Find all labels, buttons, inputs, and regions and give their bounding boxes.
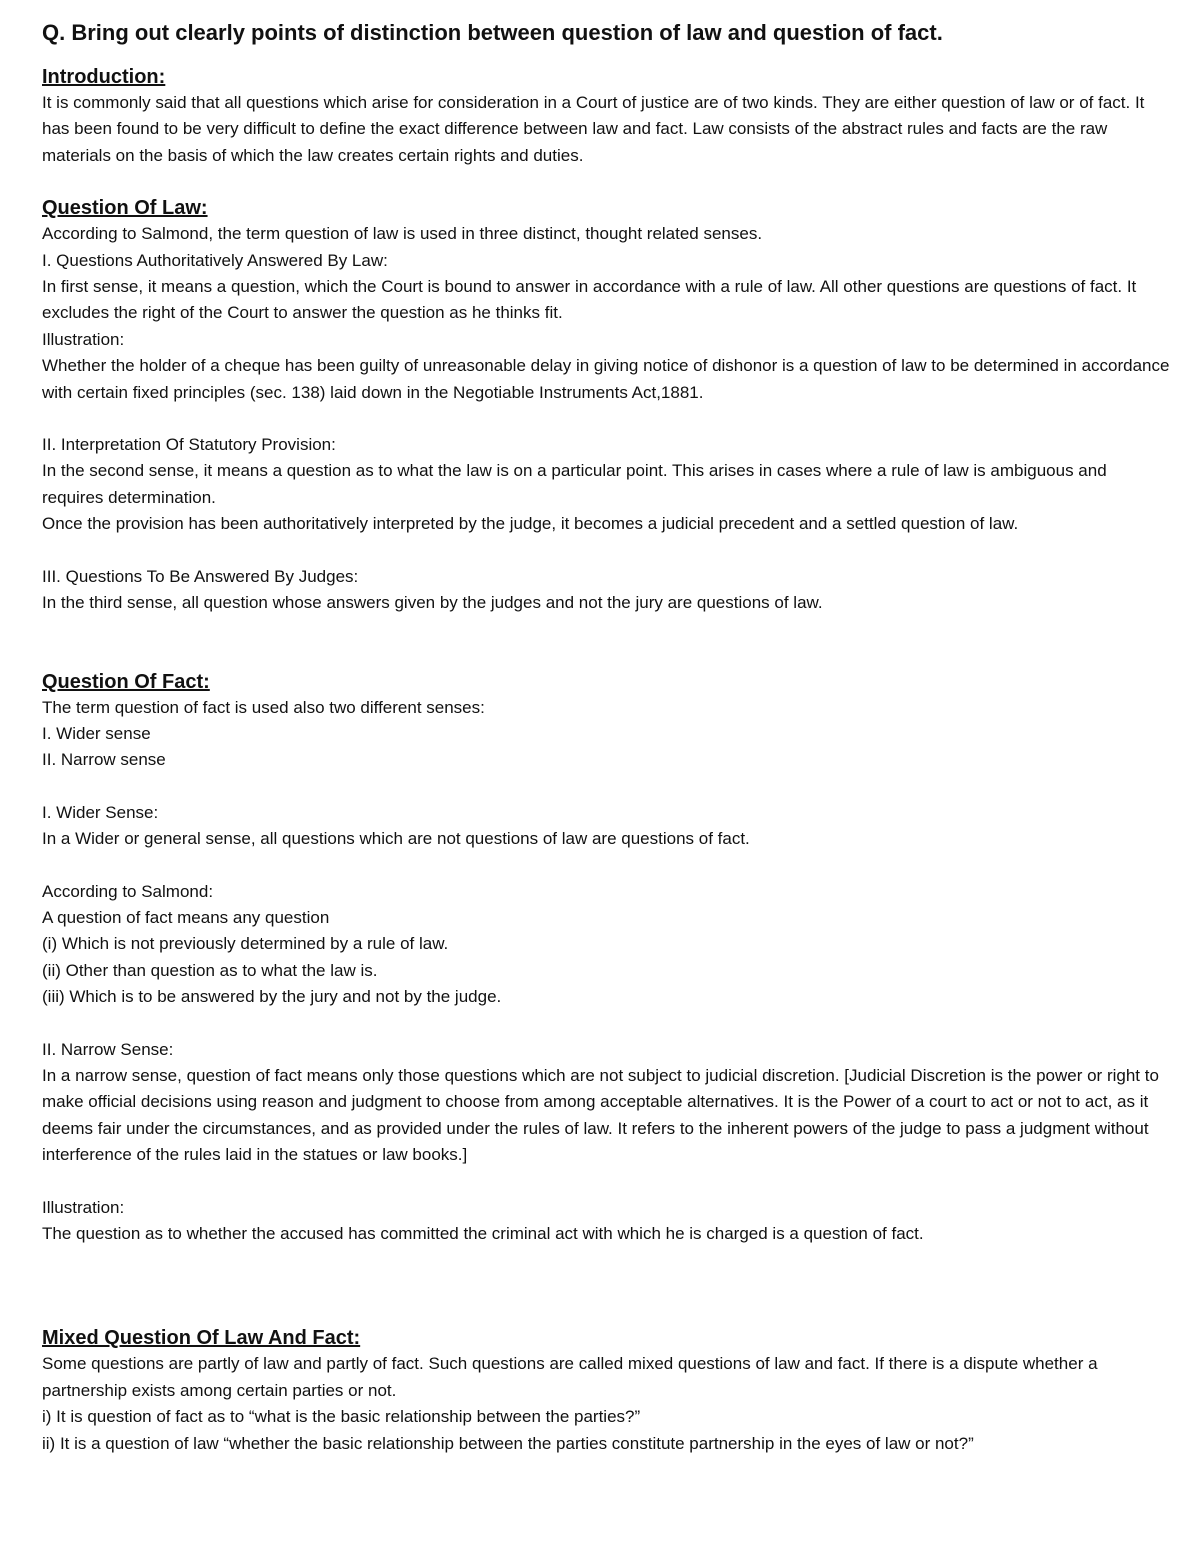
mixed-point-ii: ii) It is a question of law “whether the basic relationship between the parties constitute partnership in the eyes of law or not?” [42,1433,974,1453]
fact-illustration-label: Illustration: [42,1197,125,1217]
introduction-heading: Introduction: [42,66,166,88]
introduction-text: It is commonly said that all questions which arise for consideration in a Court of justice are of two kinds. They are either question of law or of fact. It has been found to be very difficult to define the exact difference between law and fact. Law consists of the abstract rules and facts are the raw materials on the basis of which the law creates certain rights and duties. [42,93,1145,165]
fact-wider-title: I. Wider Sense: [42,802,159,822]
fact-illustration-text: The question as to whether the accused has committed the criminal act with which he is charged is a question of fact. [42,1224,924,1243]
fact-list-item-1: I. Wider sense [42,723,151,743]
mixed-text: Some questions are partly of law and partly of fact. Such questions are called mixed questions of law and fact. If there is a dispute whether a partnership exists among certain parties or not. [42,1354,1098,1400]
fact-salmond-i: (i) Which is not previously determined by a rule of law. [42,934,449,954]
mixed-question-heading: Mixed Question Of Law And Fact: [42,1327,361,1350]
law-sense1-title: I. Questions Authoritatively Answered By Law: [42,250,388,270]
question-of-fact-heading: Question Of Fact: [42,670,210,693]
fact-intro: The term question of fact is used also two different senses: [42,697,485,717]
document-page [42,18,1170,1457]
fact-wider-text: In a Wider or general sense, all questions which are not questions of law are questions of fact. [42,829,750,849]
law-sense2-text2: Once the provision has been authoritatively interpreted by the judge, it becomes a judicial precedent and a settled question of law. [42,514,1019,534]
mixed-point-i: i) It is question of fact as to “what is the basic relationship between the parties?” [42,1407,641,1427]
fact-salmond-title: According to Salmond: [42,881,214,901]
law-intro: According to Salmond, the term question of law is used in three distinct, thought related senses. [42,224,763,244]
law-sense2-title: II. Interpretation Of Statutory Provision: [42,435,336,455]
question-of-law-heading: Question Of Law: [42,197,208,220]
fact-salmond-ii: (ii) Other than question as to what the law is. [42,960,378,980]
fact-narrow-title: II. Narrow Sense: [42,1039,174,1059]
fact-salmond-line: A question of fact means any question [42,907,330,927]
fact-list-item-2: II. Narrow sense [42,750,166,770]
law-sense1-text: In first sense, it means a question, which the Court is bound to answer in accordance with a rule of law. All other questions are questions of fact. It excludes the right of the Court to answer the question as he thinks fit. [42,277,1137,323]
law-sense3-text: In the third sense, all question whose answers given by the judges and not the jury are questions of law. [42,593,823,613]
law-illustration-label: Illustration: [42,329,125,349]
law-sense2-text: In the second sense, it means a question as to what the law is on a particular point. This arises in cases where a rule of law is ambiguous and requires determination. [42,461,1107,507]
fact-salmond-iii: (iii) Which is to be answered by the jury and not by the judge. [42,987,502,1007]
question-title: Q. Bring out clearly points of distinction between question of law and question of fact. [42,20,943,45]
law-sense3-title: III. Questions To Be Answered By Judges: [42,566,359,586]
fact-narrow-text: In a narrow sense, question of fact means only those questions which are not subject to judicial discretion. [Judicial Discretion is the power or right to make official decisions using reason and judgment to choose from among acceptable alternatives. It is the Power of a court to act or not to act, as it deems fair under the circumstances, and as provided under the rules of law. It refers to the inherent powers of the judge to pass a judgment without interference of the rules laid in the statues or law books.] [42,1065,1159,1165]
law-illustration-text: Whether the holder of a cheque has been guilty of unreasonable delay in giving notice of dishonor is a question of law to be determined in accordance with certain fixed principles (sec. 138) laid down in the Negotiable Instruments Act,1881. [42,356,1170,402]
